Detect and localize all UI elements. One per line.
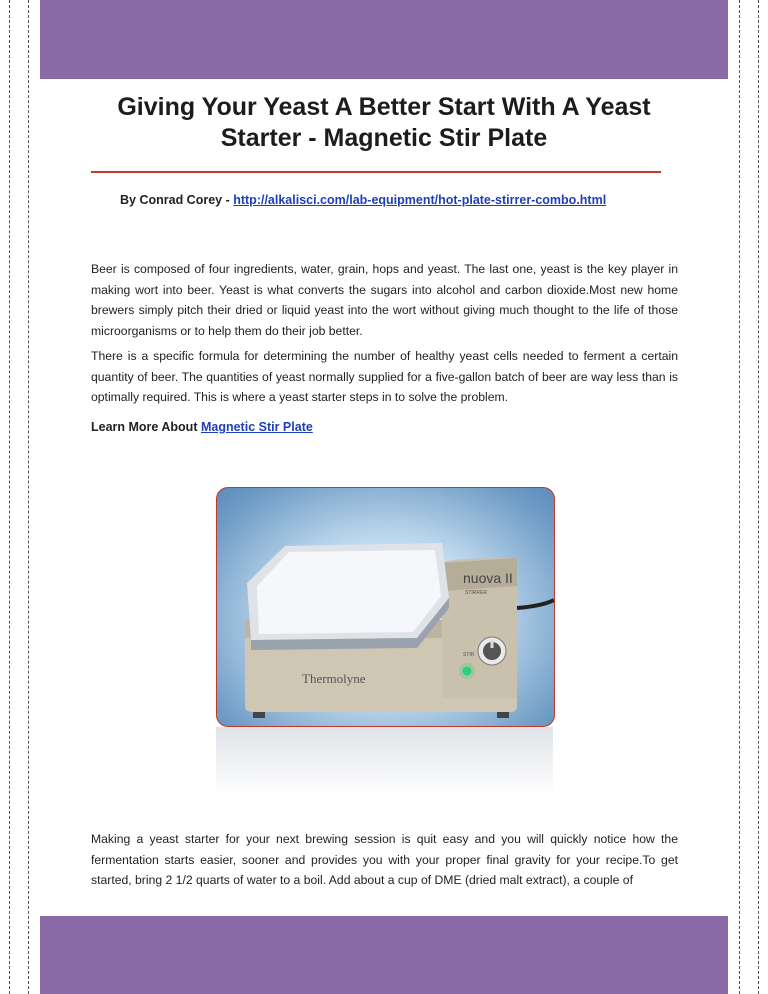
model-sub-label: STIRRER xyxy=(465,590,487,596)
learn-more-link[interactable]: Magnetic Stir Plate xyxy=(200,420,313,434)
byline-link[interactable]: http://alkalisci.com/lab-equipment/hot-plate-stirrer-combo.html xyxy=(233,193,607,207)
right-margin xyxy=(728,0,768,994)
byline-author: By Conrad Corey - xyxy=(120,193,234,207)
paragraph-2: There is a specific formula for determining the number of healthy yeast cells needed to ferment a certain quantity of beer. The quantities of yeast normally supplied for a five-gallon batch of beer are way less than is optimally required. This is where a yeast starter steps in to solve the problem. xyxy=(91,349,678,404)
product-photo xyxy=(216,487,555,727)
stir-plate-illustration xyxy=(217,488,554,726)
left-margin xyxy=(0,0,40,994)
top-banner xyxy=(0,0,768,79)
article-title: Giving Your Yeast A Better Start With A Yeast Starter - Magnetic Stir Plate xyxy=(117,93,651,152)
left-dashed-line-outer xyxy=(9,0,10,994)
brand-label: Thermolyne xyxy=(302,671,366,686)
right-dashed-line-inner xyxy=(739,0,740,994)
model-label: nuova II xyxy=(463,570,513,586)
learn-more-label: Learn More About xyxy=(91,420,201,434)
left-dashed-line-inner xyxy=(28,0,29,994)
byline xyxy=(120,193,680,207)
stir-label: STIR xyxy=(463,652,475,658)
learn-more xyxy=(91,420,313,434)
title-divider xyxy=(91,171,661,173)
paragraph-3: Making a yeast starter for your next brewing session is quit easy and you will quickly notice how the fermentation starts easier, sooner and provides you with your proper final gravity for your recipe.To get started, bring 2 1/2 quarts of water to a boil. Add about a cup of DME (dried malt extract), a couple of xyxy=(91,832,678,887)
paragraph-1: Beer is composed of four ingredients, water, grain, hops and yeast. The last one, yeast is the key player in making wort into beer. Yeast is what converts the sugars into alcohol and carbon dioxide.Most new home brewers simply pitch their dried or liquid yeast into the wort without giving much thought to the life of those microorganisms or to help them do their job better. xyxy=(91,262,678,338)
bottom-banner xyxy=(0,916,768,994)
photo-reflection xyxy=(216,727,553,797)
right-dashed-line-outer xyxy=(758,0,759,994)
